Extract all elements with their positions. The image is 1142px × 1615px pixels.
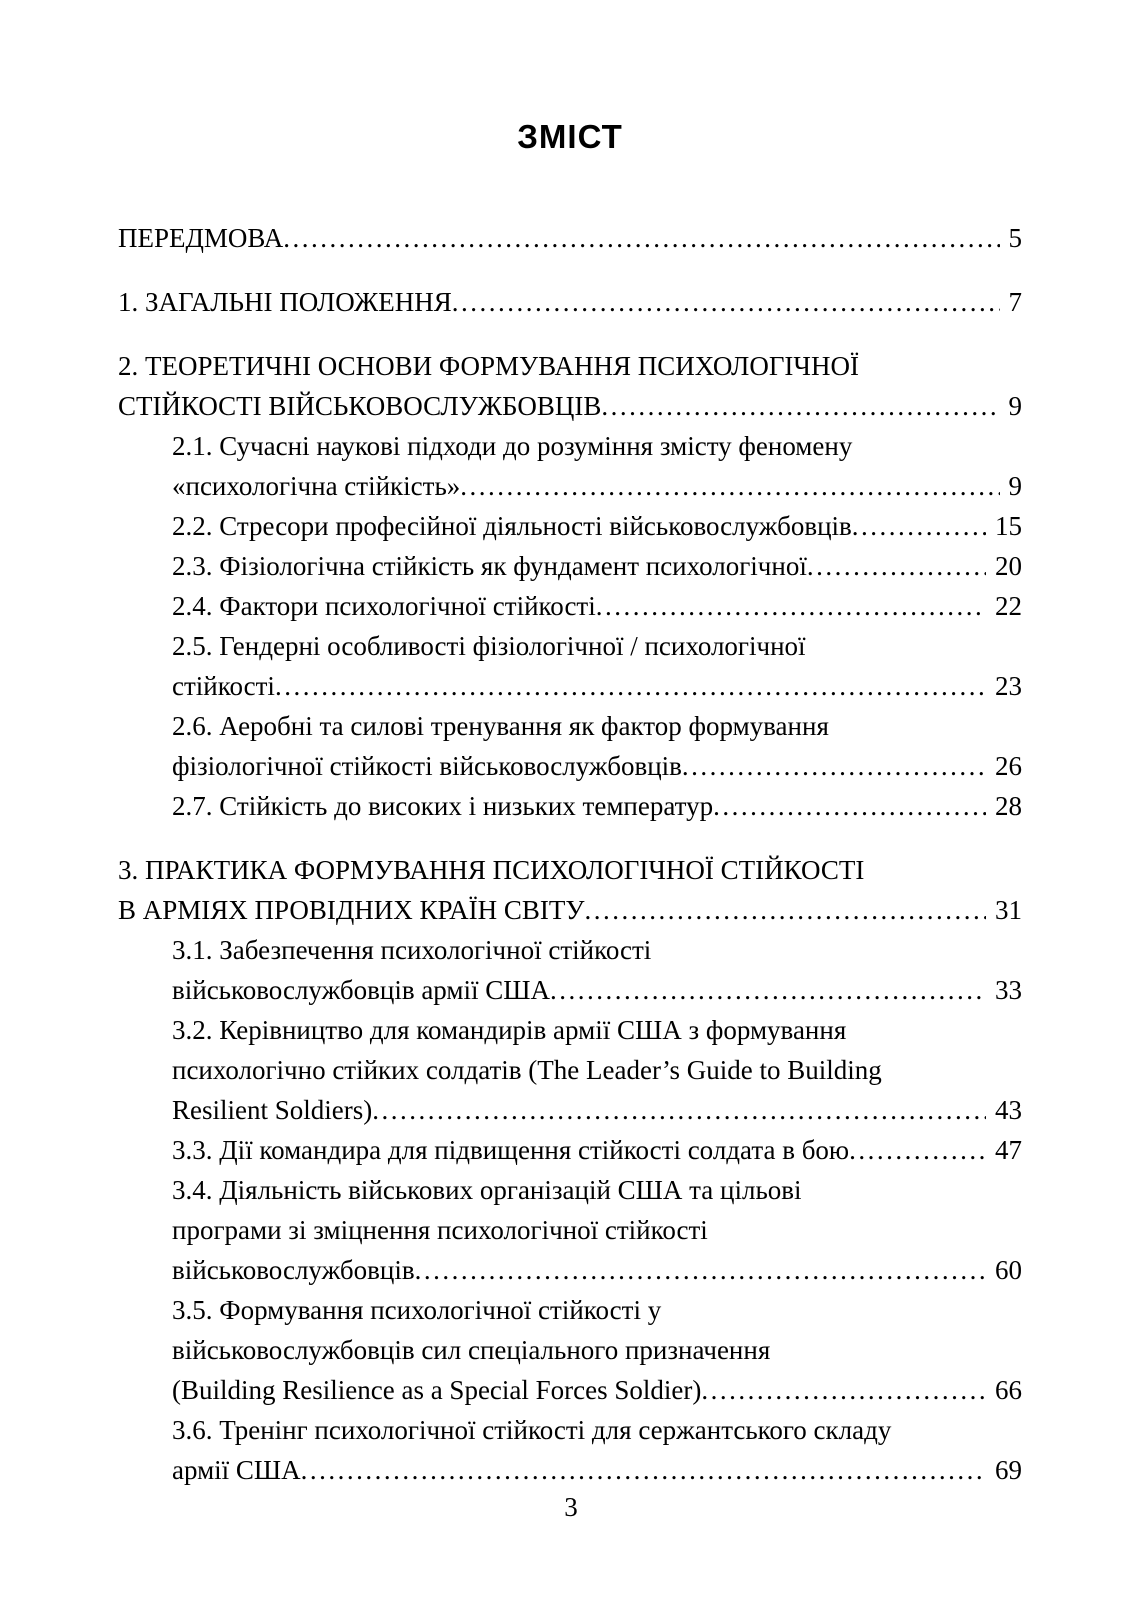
toc-entry-text: 2.6. Аеробні та силові тренування як фактор формування: [172, 711, 829, 741]
toc-entry-line: [172, 1370, 1022, 1410]
toc-entry-line: [118, 850, 1022, 890]
toc-entry-line: [172, 1170, 1022, 1210]
toc-page-number: 7: [1008, 287, 1022, 317]
toc-entry-line: [172, 1010, 1022, 1050]
toc-entry-line: [172, 426, 1022, 466]
toc-entry-line: [118, 386, 1022, 426]
toc-entry-2.3: [118, 546, 1022, 586]
toc-entry-text: 2. ТЕОРЕТИЧНІ ОСНОВИ ФОРМУВАННЯ ПСИХОЛОГІЧНОЇ: [118, 351, 859, 381]
toc-entry-text: 3.3. Дії командира для підвищення стійкості солдата в бою: [172, 1135, 850, 1165]
dot-leader: [415, 1250, 986, 1290]
toc-entry-line: [172, 706, 1022, 746]
toc-entry-text: СТІЙКОСТІ ВІЙСЬКОВОСЛУЖБОВЦІВ: [118, 391, 602, 421]
toc-entry-line: [172, 786, 1022, 826]
dot-leader: [601, 386, 999, 426]
toc-entry-2.6: [118, 706, 1022, 786]
toc-page-number: 60: [995, 1255, 1022, 1285]
toc-entry-line: [172, 930, 1022, 970]
toc-entry-text: 3.2. Керівництво для командирів армії США з формування: [172, 1015, 847, 1045]
toc-entry-text: 3.4. Діяльність військових організацій США та цільові: [172, 1175, 802, 1205]
toc-entry-text: 3.5. Формування психологічної стійкості у: [172, 1295, 662, 1325]
dot-leader: [460, 466, 999, 506]
toc-entry-line: [172, 970, 1022, 1010]
toc-entry-text: (Building Resilience as a Special Forces Soldier): [172, 1375, 702, 1405]
toc-entry-peredmova: [118, 218, 1022, 258]
toc-page-number: 28: [995, 791, 1022, 821]
toc-entry-line: [172, 1450, 1022, 1490]
toc-page-number: 9: [1008, 391, 1022, 421]
toc-entry-line: [172, 626, 1022, 666]
dot-leader: [701, 1370, 986, 1410]
toc-entry-line: [118, 890, 1022, 930]
dot-leader: [807, 546, 986, 586]
toc-entry-3.5: [118, 1290, 1022, 1410]
toc-entry-line: [118, 346, 1022, 386]
dot-leader: [301, 1450, 986, 1490]
toc-entry-line: [172, 586, 1022, 626]
toc-page-number: 43: [995, 1095, 1022, 1125]
dot-leader: [713, 786, 986, 826]
toc-entry-text: 2.7. Стійкість до високих і низьких температур: [172, 791, 714, 821]
toc-page-number: 9: [1008, 471, 1022, 501]
toc-entry-text: «психологічна стійкість»: [172, 471, 461, 501]
toc-entry-2: [118, 346, 1022, 426]
toc-entry-text: 2.4. Фактори психологічної стійкості: [172, 591, 596, 621]
toc-entry-text: військовослужбовців: [172, 1255, 415, 1285]
dot-leader: [275, 666, 986, 706]
toc-entry-line: [172, 666, 1022, 706]
toc-entry-text: 2.5. Гендерні особливості фізіологічної / психологічної: [172, 631, 806, 661]
toc-page-number: 31: [995, 895, 1022, 925]
toc-entry-line: [172, 1250, 1022, 1290]
toc-entry-text: 2.1. Сучасні наукові підходи до розуміння змісту феномену: [172, 431, 853, 461]
toc-entry-text: 2.2. Стресори професійної діяльності військовослужбовців: [172, 511, 852, 541]
toc-entry-text: 1. ЗАГАЛЬНІ ПОЛОЖЕННЯ: [118, 287, 452, 317]
toc-entry-text: ПЕРЕДМОВА: [118, 223, 284, 253]
toc-entry-2.2: [118, 506, 1022, 546]
toc-page-number: 20: [995, 551, 1022, 581]
toc-entry-text: 2.3. Фізіологічна стійкість як фундамент психологічної: [172, 551, 807, 581]
toc-page-number: 47: [995, 1135, 1022, 1165]
toc-entry-3: [118, 850, 1022, 930]
toc-entry-1: [118, 282, 1022, 322]
toc-entry-2.4: [118, 586, 1022, 626]
dot-leader: [584, 890, 986, 930]
dot-leader: [682, 746, 986, 786]
toc-entry-text: армії США: [172, 1455, 301, 1485]
toc-entry-line: [172, 1210, 1022, 1250]
toc-entry-2.7: [118, 786, 1022, 826]
toc-entry-text: військовослужбовців сил спеціального призначення: [172, 1335, 771, 1365]
toc-entry-text: психологічно стійких солдатів (The Leader’s Guide to Building: [172, 1055, 882, 1085]
toc-entry-line: [172, 746, 1022, 786]
toc-entry-text: програми зі зміцнення психологічної стійкості: [172, 1215, 708, 1245]
toc-entry-text: 3. ПРАКТИКА ФОРМУВАННЯ ПСИХОЛОГІЧНОЇ СТІЙКОСТІ: [118, 855, 865, 885]
toc-entry-text: військовослужбовців армії США: [172, 975, 550, 1005]
toc-entry-line: [172, 1330, 1022, 1370]
toc-entry-line: [172, 1290, 1022, 1330]
toc-entry-2.5: [118, 626, 1022, 706]
toc-page-number: 26: [995, 751, 1022, 781]
toc-page-number: 5: [1008, 223, 1022, 253]
toc-entry-text: 3.6. Тренінг психологічної стійкості для сержантського складу: [172, 1415, 892, 1445]
toc-page-number: 22: [995, 591, 1022, 621]
toc-entry-3.4: [118, 1170, 1022, 1290]
dot-leader: [372, 1090, 986, 1130]
toc-entry-line: [118, 282, 1022, 322]
toc-entry-text: Resilient Soldiers): [172, 1095, 373, 1125]
toc-entry-line: [172, 1410, 1022, 1450]
toc-entry-3.2: [118, 1010, 1022, 1130]
dot-leader: [849, 1130, 986, 1170]
dot-leader: [283, 218, 999, 258]
toc-entry-line: [172, 466, 1022, 506]
toc-entry-text: фізіологічної стійкості військовослужбовців: [172, 751, 682, 781]
table-of-contents: [118, 218, 1022, 1490]
toc-entry-2.1: [118, 426, 1022, 506]
toc-entry-line: [172, 1050, 1022, 1090]
toc-entry-line: [172, 1130, 1022, 1170]
toc-entry-text: В АРМІЯХ ПРОВІДНИХ КРАЇН СВІТУ: [118, 895, 585, 925]
toc-page-number: 33: [995, 975, 1022, 1005]
toc-entry-line: [118, 218, 1022, 258]
page-title: ЗМІСТ: [517, 118, 623, 155]
toc-entry-text: стійкості: [172, 671, 275, 701]
toc-entry-line: [172, 1090, 1022, 1130]
toc-entry-line: [172, 506, 1022, 546]
toc-entry-3.1: [118, 930, 1022, 1010]
toc-page-number: 66: [995, 1375, 1022, 1405]
dot-leader: [852, 506, 986, 546]
dot-leader: [550, 970, 986, 1010]
toc-entry-3.3: [118, 1130, 1022, 1170]
toc-entry-3.6: [118, 1410, 1022, 1490]
toc-entry-line: [172, 546, 1022, 586]
dot-leader: [452, 282, 1000, 322]
toc-page-number: 69: [995, 1455, 1022, 1485]
dot-leader: [596, 586, 986, 626]
toc-page-number: 23: [995, 671, 1022, 701]
footer-page-number: 3: [564, 1492, 578, 1522]
toc-page-number: 15: [995, 511, 1022, 541]
toc-entry-text: 3.1. Забезпечення психологічної стійкості: [172, 935, 652, 965]
